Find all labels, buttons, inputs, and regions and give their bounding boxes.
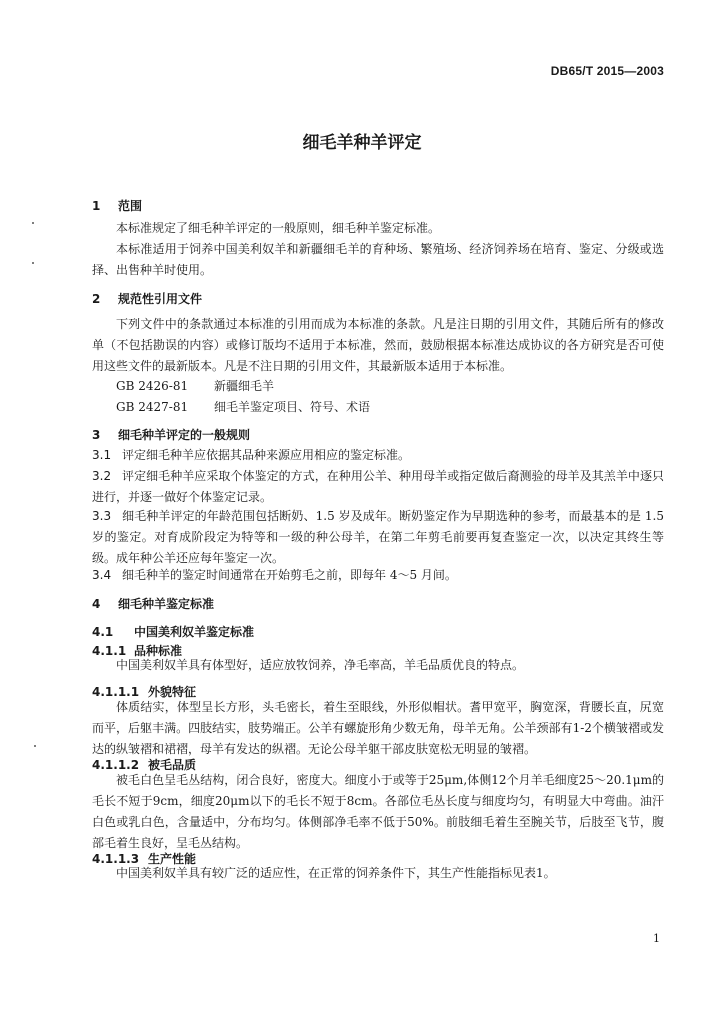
reference-item (116, 377, 274, 394)
scan-speck (32, 222, 34, 224)
section-number: 2 (92, 292, 101, 306)
clause-number: 3.1 (92, 448, 112, 462)
section-title: 细毛种羊鉴定标准 (118, 597, 215, 611)
clause-text: 细毛种羊的鉴定时间通常在开始剪毛之前，即每年 4～5 月间。 (122, 568, 457, 582)
subsection-number: 4.1.1.1 (92, 685, 140, 699)
subsection-4-1-heading (92, 623, 254, 640)
section-4-heading (92, 595, 214, 612)
paragraph: 本标准适用于饲养中国美利奴羊和新疆细毛羊的育种场、繁殖场、经济饲养场在培育、鉴定、分级或选择、出售种羊时使用。 (92, 242, 664, 277)
section-1-heading (92, 197, 142, 214)
clause-text: 评定细毛种羊应采取个体鉴定的方式，在种用公羊、种用母羊或指定做后裔测验的母羊及其羔羊中逐只进行，并逐一做好个体鉴定记录。 (92, 469, 664, 504)
section-number: 1 (92, 199, 101, 213)
subsection-title: 中国美利奴羊鉴定标准 (134, 625, 255, 639)
clause-number: 3.3 (92, 509, 112, 523)
clause-3-1 (92, 445, 664, 466)
paragraph: 体质结实，体型呈长方形，头毛密长，着生至眼线，外形似帽状。耆甲宽平，胸宽深，背腰长直，尻宽而平，后躯丰满。四肢结实，肢势端正。公羊有螺旋形角少数无角，母羊无角。公羊颈部有1-2个横皱褶或发达的纵皱褶和裙褶，母羊有发达的纵褶。无论公母羊躯干部皮肤宽松无明显的皱褶。 (92, 700, 664, 756)
clause-3-3 (92, 506, 664, 569)
clause-3-4 (92, 565, 664, 586)
subsection-number: 4.1.1 (92, 644, 127, 658)
paragraph: 中国美利奴羊具有较广泛的适应性，在正常的饲养条件下，其生产性能指标见表1。 (116, 866, 556, 880)
paragraph: 被毛白色呈毛丛结构，闭合良好，密度大。细度小于或等于25μm,体侧12个月羊毛细度25～20.1μm的毛长不短于9cm，细度20μm以下的毛长不短于8cm。各部位毛丛长度与细度均匀，有明显大中弯曲。油汗白色或乳白色，含量适中，分布均匀。体侧部净毛率不低于50%。前肢细毛着生至腕关节，后肢至飞节，腹部毛着生良好，呈毛丛结构。 (92, 773, 664, 850)
clause-number: 3.4 (92, 568, 112, 582)
section-2-heading (92, 290, 202, 307)
subsection-title: 外貌特征 (148, 685, 197, 699)
clause-text: 评定细毛种羊应依据其品种来源应用相应的鉴定标准。 (122, 448, 411, 462)
reference-name: 新疆细毛羊 (214, 379, 275, 393)
subsection-title: 生产性能 (148, 852, 197, 866)
subsection-number: 4.1.1.3 (92, 852, 140, 866)
clause-3-2 (92, 466, 664, 508)
subsection-number: 4.1 (92, 625, 114, 639)
paragraph: 中国美利奴羊具有体型好，适应放牧饲养，净毛率高，羊毛品质优良的特点。 (116, 658, 525, 672)
reference-code: GB 2426-81 (116, 379, 189, 393)
section-3-heading (92, 426, 250, 443)
reference-name: 细毛羊鉴定项目、符号、术语 (214, 400, 371, 414)
document-title: 细毛羊种羊评定 (302, 133, 422, 153)
subsection-title: 品种标准 (134, 644, 183, 658)
page-number: 1 (653, 932, 660, 945)
scan-speck (32, 262, 34, 264)
paragraph: 下列文件中的条款通过本标准的引用而成为本标准的条款。凡是注日期的引用文件，其随后所有的修改单（不包括勘误的内容）或修订版均不适用于本标准，然而，鼓励根据本标准达成协议的各方研究是否可使用这些文件的最新版本。凡是不注日期的引用文件，其最新版本适用于本标准。 (92, 317, 664, 373)
section-number: 3 (92, 428, 101, 442)
reference-code: GB 2427-81 (116, 400, 189, 414)
paragraph: 本标准规定了细毛种羊评定的一般原则，细毛种羊鉴定标准。 (116, 221, 441, 235)
scan-speck (34, 745, 36, 747)
clause-number: 3.2 (92, 469, 112, 483)
reference-item (116, 398, 370, 415)
clause-text: 细毛种羊评定的年龄范围包括断奶、1.5 岁及成年。断奶鉴定作为早期选种的参考，而最基本的是 1.5 岁的鉴定。对育成阶段定为特等和一级的种公母羊，在第二年剪毛前要再复查鉴定一次，以决定其终生等级。成年种公羊还应每年鉴定一次。 (92, 509, 664, 565)
section-title: 规范性引用文件 (118, 292, 203, 306)
standard-code: DB65/T 2015—2003 (550, 64, 664, 78)
section-title: 范围 (118, 199, 143, 213)
subsection-number: 4.1.1.2 (92, 758, 140, 772)
section-title: 细毛种羊评定的一般规则 (118, 428, 251, 442)
subsection-title: 被毛品质 (148, 758, 197, 772)
section-number: 4 (92, 597, 101, 611)
